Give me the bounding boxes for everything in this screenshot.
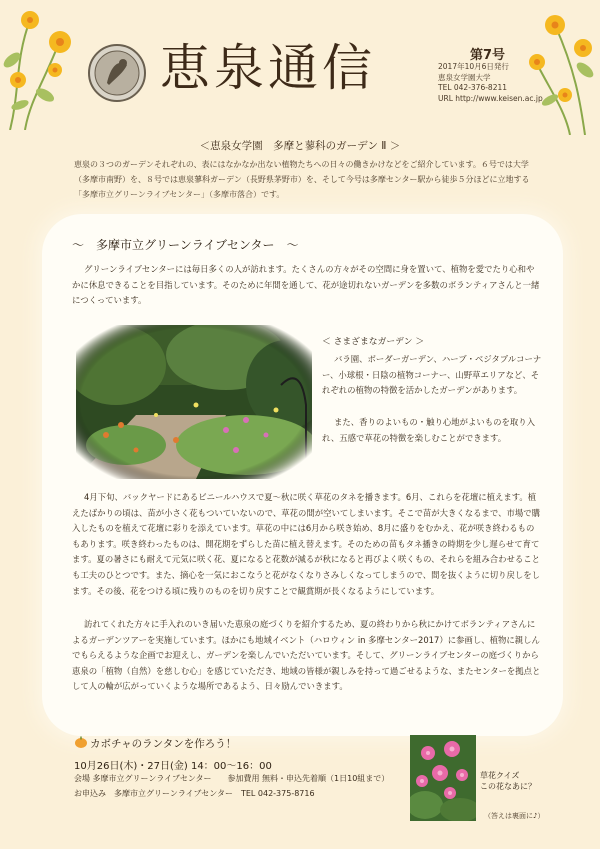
- newsletter-title: 恵泉通信: [160, 39, 376, 97]
- publisher: 恵泉女学園大学: [438, 72, 491, 82]
- garden-description: バラ園、ボーダーガーデン、ハーブ・ベジタブルコーナー、小球根・日陰の植物コーナー、山野草エリアなど、それぞれの植物の特徴を活かしたガーデンがあります。: [322, 354, 542, 396]
- flower-decoration-left: [0, 0, 90, 130]
- senses-description: また、香りのよいもの・触り心地がよいものを取り入れ、五感で草花の特徴を楽しむことができます。: [322, 417, 535, 443]
- article-title: ～ 多摩市立グリーンライブセンター ～: [72, 238, 299, 252]
- quiz-title: 草花クイズ: [480, 771, 520, 780]
- event-title: カボチャのランタンを作ろう！: [90, 738, 237, 750]
- article-paragraph-1: グリーンライブセンターには毎日多くの人が訪れます。たくさんの方々がその空間に身を置いて、植物を愛でたり心和やかに休息できることを目指しています。そのために年間を通して、花が途切れないガーデンを多数のボランティアさんと一緒につくっています。: [72, 264, 540, 306]
- event-venue: 会場 多摩市立グリーンライブセンター 参加費用 無料・申込先着順（1日10組まで）: [74, 774, 390, 783]
- event-date: 10月26日(木)・27日(金) 14：00～16：00: [74, 761, 272, 772]
- event-contact: お申込み 多摩市立グリーンライブセンター TEL 042-375-8716: [74, 789, 315, 798]
- school-emblem-logo: [87, 43, 147, 103]
- article-paragraph-2: 4月下旬、バックヤードにあるビニールハウスで夏～秋に咲く草花のタネを播きます。6月、これらを花壇に植えます。植えたばかりの頃は、苗が小さく花もついていないので、草花の間が空いてしまいます。そこで苗が大きくなるまで、市場で購入したものを植えて花壇に彩りを添えています。草花の中には6月から咲き始め、8月に盛りをむかえ、花が咲き終わるものもあります。咲き終わったものは、開花期をずらした苗に植え替えます。そのための苗もタネ播きの時期を少し遅らせて育てます。夏の暑さにも耐えて元気に咲く花、夏になると花数が減るが秋になると再びよく咲くもの、それらを組み合わせることも工夫のひとつです。また、摘心を一気におこなうと花がなくなりさみしくなってしまうので、間を抜くように切り戻しをします。その後、花をつける頃に残りのものを切り戻すことで観賞期が長くなるようにしています。: [72, 492, 540, 596]
- phone: TEL 042-376-8211: [438, 83, 508, 92]
- issue-info: [438, 62, 543, 104]
- issue-number: 第7号: [470, 48, 506, 63]
- quiz-question: この花なあに？: [480, 782, 536, 791]
- pumpkin-icon: [74, 735, 88, 749]
- garden-photo: [76, 325, 312, 479]
- section-intro: 恵泉の３つのガーデンそれぞれの、表にはなかなか出ない植物たちへの日々の働きかけなどをご紹介しています。６号では大学（多摩市南野）を、８号では恵泉蓼科ガーデン（長野県茅野市）を、そして今号は多摩センター駅から徒歩５分ほどに立地する「多摩市立グリーンライブセンター」（多摩市落合）です。: [74, 160, 530, 199]
- quiz-flower-photo: [410, 735, 476, 821]
- quiz-answer-note: （答えは裏面に♪）: [484, 812, 545, 820]
- section-title: ＜恵泉女学園 多摩と蓼科のガーデン Ⅱ ＞: [199, 140, 401, 152]
- garden-subheading: ＜ さまざまなガーデン ＞: [322, 337, 425, 347]
- masthead: [0, 0, 600, 135]
- quiz-label: [480, 770, 536, 792]
- article-paragraph-3: 訪れてくれた方々に手入れのいき届いた恵泉の庭づくりを紹介するため、夏の終わりから秋にかけてボランティアさんによるガーデンツアーを実施しています。ほかにも地域イベント（ハロウィン in 多摩センター2017）に参画し、植物に親しんでもらえるような企画でお迎えし、ガーデンを楽しんでいただいています。そして、グリーンライブセンターの庭づくりから恵泉の「植物（自然）を慈しむ心」を感じていただき、地域の皆様が親しみを持って過ごせるような、またセンターを拠点として人の輪が広がっていくような場所であるよう、日々励んでいきます。: [72, 619, 541, 692]
- issue-date: 2017年10月6日発行: [438, 62, 509, 71]
- website-url[interactable]: URL http://www.keisen.ac.jp: [438, 93, 543, 103]
